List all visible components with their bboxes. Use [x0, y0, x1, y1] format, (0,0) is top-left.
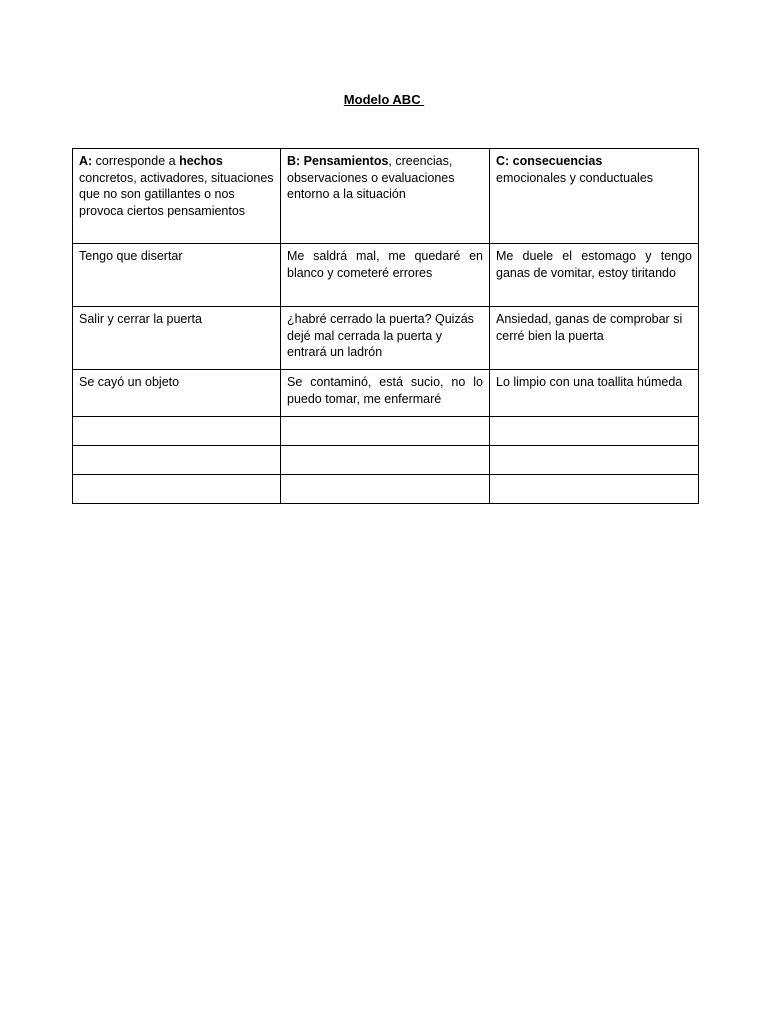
- header-a-label: A:: [79, 154, 93, 168]
- header-b-label: B: Pensamientos: [287, 154, 389, 168]
- cell-b: Se contaminó, está sucio, no lo puedo tomar, me enfermaré: [281, 370, 490, 417]
- cell-a: Se cayó un objeto: [73, 370, 281, 417]
- header-c-text: emocionales y conductuales: [496, 170, 654, 185]
- header-cell-a: [73, 149, 281, 244]
- cell-b: Me saldrá mal, me quedaré en blanco y cometeré errores: [281, 244, 490, 307]
- table-header-row: [73, 149, 699, 244]
- cell-c: [490, 446, 699, 475]
- cell-a: [73, 475, 281, 504]
- header-a-keyword: hechos: [179, 154, 223, 168]
- header-c-label: C: consecuencias: [496, 154, 603, 168]
- header-cell-c: [490, 149, 699, 244]
- header-a-text: corresponde a: [92, 154, 180, 168]
- cell-a: Tengo que disertar: [73, 244, 281, 307]
- cell-c: [490, 475, 699, 504]
- document-title: Modelo ABC: [343, 92, 425, 107]
- cell-b: [281, 446, 490, 475]
- table-row: [73, 307, 699, 370]
- cell-b: [281, 475, 490, 504]
- cell-a: [73, 446, 281, 475]
- cell-c: Ansiedad, ganas de comprobar si cerré bien la puerta: [490, 307, 699, 370]
- cell-b: [281, 417, 490, 446]
- header-b-text: , creencias, observaciones o evaluaciones entorno a la situación: [287, 154, 455, 201]
- header-a-text-rest: concretos, activadores, situaciones que no son gatillantes o nos provoca ciertos pensamientos: [79, 170, 274, 218]
- cell-c: Lo limpio con una toallita húmeda: [490, 370, 699, 417]
- table-row-empty: [73, 475, 699, 504]
- cell-c: [490, 417, 699, 446]
- table-row-empty: [73, 417, 699, 446]
- table-row-empty: [73, 446, 699, 475]
- table-row: [73, 244, 699, 307]
- table-row: [73, 370, 699, 417]
- cell-a: [73, 417, 281, 446]
- cell-c: Me duele el estomago y tengo ganas de vomitar, estoy tiritando: [490, 244, 699, 307]
- abc-model-table: [72, 148, 699, 504]
- cell-b: ¿habré cerrado la puerta? Quizás dejé mal cerrada la puerta y entrará un ladrón: [281, 307, 490, 370]
- header-cell-b: [281, 149, 490, 244]
- cell-a: Salir y cerrar la puerta: [73, 307, 281, 370]
